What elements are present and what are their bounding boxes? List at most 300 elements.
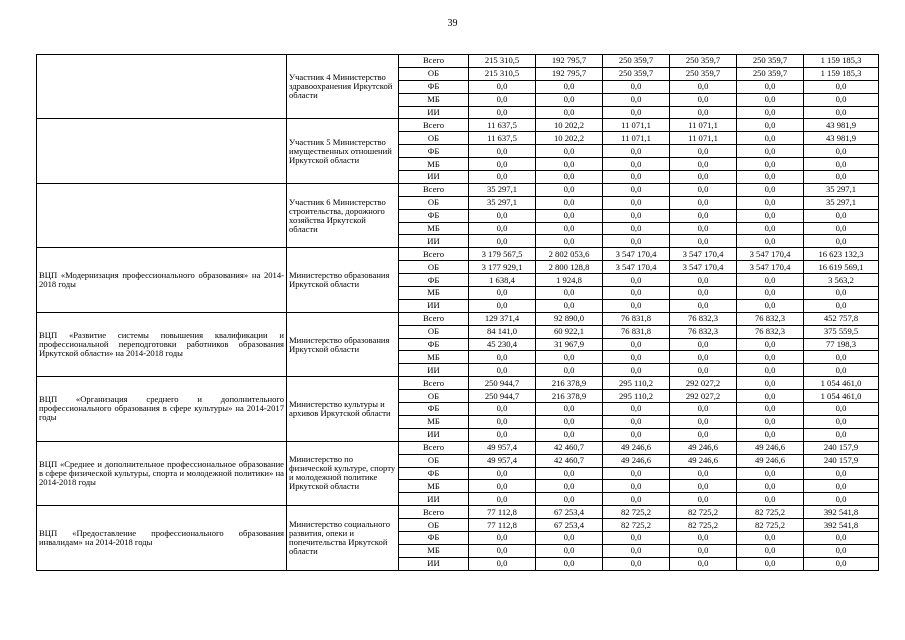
year-value-cell: 0,0	[737, 158, 804, 171]
year-value-cell: 11 071,1	[670, 119, 737, 132]
year-value-cell: 3 547 170,4	[603, 248, 670, 261]
year-value-cell: 250 944,7	[469, 390, 536, 403]
total-value-cell: 0,0	[804, 493, 879, 506]
total-value-cell: 1 159 185,3	[804, 55, 879, 68]
table-body	[37, 55, 879, 571]
year-value-cell: 3 547 170,4	[603, 261, 670, 274]
funding-source-cell: ИИ	[399, 428, 469, 441]
year-value-cell: 0,0	[603, 364, 670, 377]
funding-source-cell: ИИ	[399, 493, 469, 506]
year-value-cell: 67 253,4	[536, 519, 603, 532]
year-value-cell: 0,0	[737, 145, 804, 158]
year-value-cell: 0,0	[737, 351, 804, 364]
year-value-cell: 0,0	[670, 299, 737, 312]
year-value-cell: 3 547 170,4	[670, 248, 737, 261]
year-value-cell: 11 637,5	[469, 132, 536, 145]
year-value-cell: 0,0	[737, 235, 804, 248]
year-value-cell: 0,0	[603, 467, 670, 480]
year-value-cell: 0,0	[469, 145, 536, 158]
year-value-cell: 49 246,6	[603, 454, 670, 467]
program-name-cell: ВЦП «Среднее и дополнительное профессиональное образование в сфере физической культуры, спорта и молодежной политики» на 2014-2018 годы	[37, 441, 287, 505]
year-value-cell: 292 027,2	[670, 377, 737, 390]
year-value-cell: 0,0	[670, 403, 737, 416]
funding-source-cell: МБ	[399, 93, 469, 106]
year-value-cell: 250 359,7	[603, 55, 670, 68]
year-value-cell: 0,0	[670, 235, 737, 248]
year-value-cell: 250 359,7	[737, 55, 804, 68]
year-value-cell: 0,0	[737, 171, 804, 184]
participant-cell: Министерство образования Иркутской области	[287, 248, 399, 312]
year-value-cell: 0,0	[469, 106, 536, 119]
year-value-cell: 0,0	[536, 557, 603, 570]
year-value-cell: 129 371,4	[469, 312, 536, 325]
funding-source-cell: ФБ	[399, 145, 469, 158]
year-value-cell: 0,0	[469, 80, 536, 93]
year-value-cell: 0,0	[469, 403, 536, 416]
year-value-cell: 0,0	[737, 119, 804, 132]
year-value-cell: 250 359,7	[603, 67, 670, 80]
total-value-cell: 16 619 569,1	[804, 261, 879, 274]
year-value-cell: 82 725,2	[737, 519, 804, 532]
funding-source-cell: МБ	[399, 222, 469, 235]
year-value-cell: 0,0	[737, 274, 804, 287]
total-value-cell: 0,0	[804, 287, 879, 300]
funding-source-cell: Всего	[399, 312, 469, 325]
year-value-cell: 0,0	[670, 196, 737, 209]
year-value-cell: 0,0	[536, 467, 603, 480]
year-value-cell: 0,0	[469, 364, 536, 377]
funding-source-cell: Всего	[399, 119, 469, 132]
funding-source-cell: Всего	[399, 506, 469, 519]
year-value-cell: 250 359,7	[670, 55, 737, 68]
year-value-cell: 192 795,7	[536, 55, 603, 68]
year-value-cell: 11 071,1	[670, 132, 737, 145]
year-value-cell: 0,0	[603, 351, 670, 364]
year-value-cell: 0,0	[670, 493, 737, 506]
funding-source-cell: ОБ	[399, 325, 469, 338]
funding-source-cell: ОБ	[399, 390, 469, 403]
year-value-cell: 0,0	[737, 480, 804, 493]
year-value-cell: 295 110,2	[603, 377, 670, 390]
total-value-cell: 1 159 185,3	[804, 67, 879, 80]
year-value-cell: 0,0	[670, 428, 737, 441]
year-value-cell: 42 460,7	[536, 441, 603, 454]
program-name-cell	[37, 183, 287, 247]
total-value-cell: 0,0	[804, 467, 879, 480]
table-row	[37, 377, 879, 390]
year-value-cell: 49 246,6	[737, 441, 804, 454]
year-value-cell: 0,0	[469, 93, 536, 106]
year-value-cell: 0,0	[603, 428, 670, 441]
year-value-cell: 76 832,3	[670, 312, 737, 325]
year-value-cell: 0,0	[737, 196, 804, 209]
funding-source-cell: МБ	[399, 415, 469, 428]
funding-source-cell: Всего	[399, 441, 469, 454]
year-value-cell: 0,0	[737, 338, 804, 351]
year-value-cell: 0,0	[670, 158, 737, 171]
funding-source-cell: МБ	[399, 158, 469, 171]
total-value-cell: 392 541,8	[804, 519, 879, 532]
funding-source-cell: Всего	[399, 377, 469, 390]
funding-source-cell: ФБ	[399, 467, 469, 480]
table-row	[37, 441, 879, 454]
year-value-cell: 3 179 567,5	[469, 248, 536, 261]
total-value-cell: 375 559,5	[804, 325, 879, 338]
year-value-cell: 0,0	[670, 171, 737, 184]
year-value-cell: 0,0	[737, 222, 804, 235]
year-value-cell: 0,0	[536, 299, 603, 312]
total-value-cell: 1 054 461,0	[804, 390, 879, 403]
year-value-cell: 0,0	[670, 183, 737, 196]
year-value-cell: 84 141,0	[469, 325, 536, 338]
year-value-cell: 250 944,7	[469, 377, 536, 390]
year-value-cell: 0,0	[737, 183, 804, 196]
year-value-cell: 0,0	[536, 531, 603, 544]
year-value-cell: 0,0	[603, 235, 670, 248]
year-value-cell: 3 547 170,4	[737, 248, 804, 261]
year-value-cell: 0,0	[737, 557, 804, 570]
table-row	[37, 183, 879, 196]
year-value-cell: 215 310,5	[469, 67, 536, 80]
year-value-cell: 0,0	[603, 145, 670, 158]
year-value-cell: 60 922,1	[536, 325, 603, 338]
table-row	[37, 248, 879, 261]
year-value-cell: 0,0	[536, 415, 603, 428]
year-value-cell: 0,0	[670, 209, 737, 222]
year-value-cell: 0,0	[737, 287, 804, 300]
year-value-cell: 31 967,9	[536, 338, 603, 351]
year-value-cell: 0,0	[737, 106, 804, 119]
total-value-cell: 77 198,3	[804, 338, 879, 351]
total-value-cell: 43 981,9	[804, 132, 879, 145]
year-value-cell: 0,0	[603, 80, 670, 93]
year-value-cell: 0,0	[737, 377, 804, 390]
year-value-cell: 0,0	[670, 80, 737, 93]
funding-source-cell: ИИ	[399, 557, 469, 570]
funding-source-cell: Всего	[399, 183, 469, 196]
funding-source-cell: ФБ	[399, 209, 469, 222]
year-value-cell: 1 638,4	[469, 274, 536, 287]
year-value-cell: 0,0	[603, 106, 670, 119]
year-value-cell: 3 547 170,4	[737, 261, 804, 274]
funding-source-cell: ОБ	[399, 454, 469, 467]
year-value-cell: 0,0	[536, 493, 603, 506]
year-value-cell: 0,0	[469, 287, 536, 300]
year-value-cell: 67 253,4	[536, 506, 603, 519]
year-value-cell: 49 957,4	[469, 441, 536, 454]
year-value-cell: 0,0	[536, 235, 603, 248]
page-number: 39	[447, 18, 458, 29]
year-value-cell: 49 246,6	[737, 454, 804, 467]
year-value-cell: 0,0	[603, 158, 670, 171]
participant-cell: Министерство культуры и архивов Иркутской области	[287, 377, 399, 441]
year-value-cell: 0,0	[670, 480, 737, 493]
year-value-cell: 0,0	[603, 196, 670, 209]
year-value-cell: 0,0	[670, 544, 737, 557]
total-value-cell: 0,0	[804, 403, 879, 416]
year-value-cell: 250 359,7	[737, 67, 804, 80]
year-value-cell: 192 795,7	[536, 67, 603, 80]
year-value-cell: 0,0	[737, 493, 804, 506]
funding-table	[36, 54, 879, 571]
year-value-cell: 0,0	[469, 351, 536, 364]
year-value-cell: 0,0	[737, 544, 804, 557]
year-value-cell: 35 297,1	[469, 183, 536, 196]
year-value-cell: 0,0	[603, 557, 670, 570]
funding-source-cell: ОБ	[399, 519, 469, 532]
year-value-cell: 216 378,9	[536, 390, 603, 403]
year-value-cell: 2 802 053,6	[536, 248, 603, 261]
participant-cell: Министерство социального развития, опеки и попечительства Иркутской области	[287, 506, 399, 570]
program-name-cell: ВЦП «Модернизация профессионального образования» на 2014-2018 годы	[37, 248, 287, 312]
year-value-cell: 0,0	[469, 222, 536, 235]
total-value-cell: 0,0	[804, 364, 879, 377]
total-value-cell: 0,0	[804, 428, 879, 441]
funding-source-cell: МБ	[399, 287, 469, 300]
participant-cell: Министерство образования Иркутской области	[287, 312, 399, 376]
funding-source-cell: ОБ	[399, 132, 469, 145]
total-value-cell: 43 981,9	[804, 119, 879, 132]
year-value-cell: 0,0	[536, 364, 603, 377]
year-value-cell: 0,0	[737, 299, 804, 312]
total-value-cell: 3 563,2	[804, 274, 879, 287]
year-value-cell: 49 246,6	[670, 441, 737, 454]
year-value-cell: 35 297,1	[469, 196, 536, 209]
total-value-cell: 0,0	[804, 415, 879, 428]
year-value-cell: 0,0	[603, 222, 670, 235]
year-value-cell: 0,0	[737, 403, 804, 416]
program-name-cell	[37, 55, 287, 119]
year-value-cell: 3 177 929,1	[469, 261, 536, 274]
year-value-cell: 0,0	[603, 274, 670, 287]
year-value-cell: 76 831,8	[603, 325, 670, 338]
year-value-cell: 0,0	[469, 557, 536, 570]
year-value-cell: 0,0	[469, 209, 536, 222]
year-value-cell: 0,0	[469, 158, 536, 171]
total-value-cell: 0,0	[804, 80, 879, 93]
total-value-cell: 0,0	[804, 480, 879, 493]
funding-source-cell: ФБ	[399, 274, 469, 287]
year-value-cell: 82 725,2	[670, 519, 737, 532]
year-value-cell: 0,0	[603, 93, 670, 106]
year-value-cell: 215 310,5	[469, 55, 536, 68]
participant-cell: Участник 4 Министерство здравоохранения Иркутской области	[287, 55, 399, 119]
year-value-cell: 0,0	[670, 222, 737, 235]
year-value-cell: 0,0	[469, 415, 536, 428]
year-value-cell: 0,0	[536, 222, 603, 235]
total-value-cell: 0,0	[804, 299, 879, 312]
total-value-cell: 240 157,9	[804, 454, 879, 467]
year-value-cell: 0,0	[603, 287, 670, 300]
year-value-cell: 0,0	[737, 428, 804, 441]
funding-source-cell: ИИ	[399, 235, 469, 248]
year-value-cell: 11 071,1	[603, 119, 670, 132]
year-value-cell: 0,0	[670, 145, 737, 158]
program-name-cell: ВЦП «Организация среднего и дополнительного профессионального образования в сфере культуры» на 2014-2017 годы	[37, 377, 287, 441]
funding-source-cell: ОБ	[399, 261, 469, 274]
year-value-cell: 0,0	[536, 183, 603, 196]
total-value-cell: 0,0	[804, 106, 879, 119]
year-value-cell: 0,0	[737, 93, 804, 106]
year-value-cell: 3 547 170,4	[670, 261, 737, 274]
year-value-cell: 0,0	[603, 544, 670, 557]
year-value-cell: 0,0	[536, 544, 603, 557]
total-value-cell: 0,0	[804, 158, 879, 171]
year-value-cell: 82 725,2	[603, 519, 670, 532]
year-value-cell: 0,0	[536, 171, 603, 184]
total-value-cell: 35 297,1	[804, 183, 879, 196]
funding-source-cell: ФБ	[399, 80, 469, 93]
funding-source-cell: ФБ	[399, 338, 469, 351]
total-value-cell: 392 541,8	[804, 506, 879, 519]
funding-source-cell: ОБ	[399, 67, 469, 80]
year-value-cell: 49 957,4	[469, 454, 536, 467]
year-value-cell: 250 359,7	[670, 67, 737, 80]
funding-source-cell: ИИ	[399, 299, 469, 312]
year-value-cell: 0,0	[536, 480, 603, 493]
year-value-cell: 0,0	[737, 132, 804, 145]
year-value-cell: 0,0	[536, 287, 603, 300]
year-value-cell: 0,0	[737, 364, 804, 377]
year-value-cell: 0,0	[603, 480, 670, 493]
year-value-cell: 82 725,2	[670, 506, 737, 519]
total-value-cell: 0,0	[804, 222, 879, 235]
year-value-cell: 0,0	[536, 145, 603, 158]
year-value-cell: 0,0	[670, 531, 737, 544]
funding-source-cell: Всего	[399, 248, 469, 261]
year-value-cell: 76 832,3	[737, 325, 804, 338]
year-value-cell: 0,0	[670, 364, 737, 377]
year-value-cell: 0,0	[603, 531, 670, 544]
year-value-cell: 0,0	[469, 235, 536, 248]
total-value-cell: 240 157,9	[804, 441, 879, 454]
participant-cell: Участник 6 Министерство строительства, дорожного хозяйства Иркутской области	[287, 183, 399, 247]
year-value-cell: 0,0	[670, 415, 737, 428]
year-value-cell: 77 112,8	[469, 519, 536, 532]
table-row	[37, 55, 879, 68]
year-value-cell: 0,0	[737, 415, 804, 428]
total-value-cell: 0,0	[804, 209, 879, 222]
funding-source-cell: ИИ	[399, 106, 469, 119]
year-value-cell: 0,0	[603, 183, 670, 196]
year-value-cell: 0,0	[737, 531, 804, 544]
year-value-cell: 0,0	[603, 403, 670, 416]
total-value-cell: 1 054 461,0	[804, 377, 879, 390]
year-value-cell: 0,0	[469, 493, 536, 506]
year-value-cell: 11 637,5	[469, 119, 536, 132]
year-value-cell: 0,0	[536, 80, 603, 93]
year-value-cell: 0,0	[536, 93, 603, 106]
year-value-cell: 0,0	[670, 106, 737, 119]
year-value-cell: 0,0	[603, 415, 670, 428]
table-row	[37, 312, 879, 325]
year-value-cell: 76 832,3	[670, 325, 737, 338]
year-value-cell: 295 110,2	[603, 390, 670, 403]
year-value-cell: 10 202,2	[536, 132, 603, 145]
total-value-cell: 0,0	[804, 351, 879, 364]
year-value-cell: 0,0	[469, 171, 536, 184]
year-value-cell: 49 246,6	[670, 454, 737, 467]
total-value-cell: 0,0	[804, 531, 879, 544]
year-value-cell: 0,0	[670, 351, 737, 364]
year-value-cell: 0,0	[670, 287, 737, 300]
total-value-cell: 0,0	[804, 235, 879, 248]
year-value-cell: 1 924,8	[536, 274, 603, 287]
year-value-cell: 0,0	[469, 531, 536, 544]
year-value-cell: 0,0	[469, 480, 536, 493]
year-value-cell: 92 890,0	[536, 312, 603, 325]
year-value-cell: 216 378,9	[536, 377, 603, 390]
year-value-cell: 0,0	[536, 428, 603, 441]
total-value-cell: 0,0	[804, 93, 879, 106]
year-value-cell: 0,0	[670, 338, 737, 351]
year-value-cell: 0,0	[536, 403, 603, 416]
year-value-cell: 0,0	[603, 171, 670, 184]
year-value-cell: 0,0	[737, 390, 804, 403]
total-value-cell: 0,0	[804, 171, 879, 184]
program-name-cell	[37, 119, 287, 183]
year-value-cell: 10 202,2	[536, 119, 603, 132]
year-value-cell: 0,0	[670, 93, 737, 106]
participant-cell: Министерство по физической культуре, спорту и молодежной политике Иркутской области	[287, 441, 399, 505]
funding-source-cell: МБ	[399, 351, 469, 364]
year-value-cell: 11 071,1	[603, 132, 670, 145]
year-value-cell: 0,0	[603, 299, 670, 312]
year-value-cell: 49 246,6	[603, 441, 670, 454]
funding-source-cell: ИИ	[399, 364, 469, 377]
funding-source-cell: ФБ	[399, 531, 469, 544]
year-value-cell: 45 230,4	[469, 338, 536, 351]
funding-source-cell: МБ	[399, 480, 469, 493]
year-value-cell: 0,0	[670, 557, 737, 570]
total-value-cell: 35 297,1	[804, 196, 879, 209]
year-value-cell: 292 027,2	[670, 390, 737, 403]
year-value-cell: 0,0	[536, 209, 603, 222]
funding-source-cell: Всего	[399, 55, 469, 68]
year-value-cell: 0,0	[536, 158, 603, 171]
year-value-cell: 82 725,2	[603, 506, 670, 519]
total-value-cell: 452 757,8	[804, 312, 879, 325]
year-value-cell: 82 725,2	[737, 506, 804, 519]
year-value-cell: 76 832,3	[737, 312, 804, 325]
participant-cell: Участник 5 Министерство имущественных отношений Иркутской области	[287, 119, 399, 183]
year-value-cell: 0,0	[536, 196, 603, 209]
year-value-cell: 0,0	[737, 467, 804, 480]
year-value-cell: 0,0	[469, 299, 536, 312]
total-value-cell: 0,0	[804, 557, 879, 570]
funding-source-cell: ОБ	[399, 196, 469, 209]
funding-source-cell: МБ	[399, 544, 469, 557]
year-value-cell: 0,0	[469, 544, 536, 557]
funding-source-cell: ФБ	[399, 403, 469, 416]
total-value-cell: 0,0	[804, 145, 879, 158]
year-value-cell: 0,0	[670, 274, 737, 287]
year-value-cell: 76 831,8	[603, 312, 670, 325]
table-row	[37, 119, 879, 132]
year-value-cell: 0,0	[536, 351, 603, 364]
year-value-cell: 0,0	[737, 80, 804, 93]
total-value-cell: 16 623 132,3	[804, 248, 879, 261]
year-value-cell: 0,0	[469, 467, 536, 480]
year-value-cell: 0,0	[603, 209, 670, 222]
table-row	[37, 506, 879, 519]
funding-source-cell: ИИ	[399, 171, 469, 184]
year-value-cell: 0,0	[670, 467, 737, 480]
year-value-cell: 0,0	[603, 338, 670, 351]
year-value-cell: 42 460,7	[536, 454, 603, 467]
year-value-cell: 77 112,8	[469, 506, 536, 519]
program-name-cell: ВЦП «Предоставление профессионального образования инвалидам» на 2014-2018 годы	[37, 506, 287, 570]
